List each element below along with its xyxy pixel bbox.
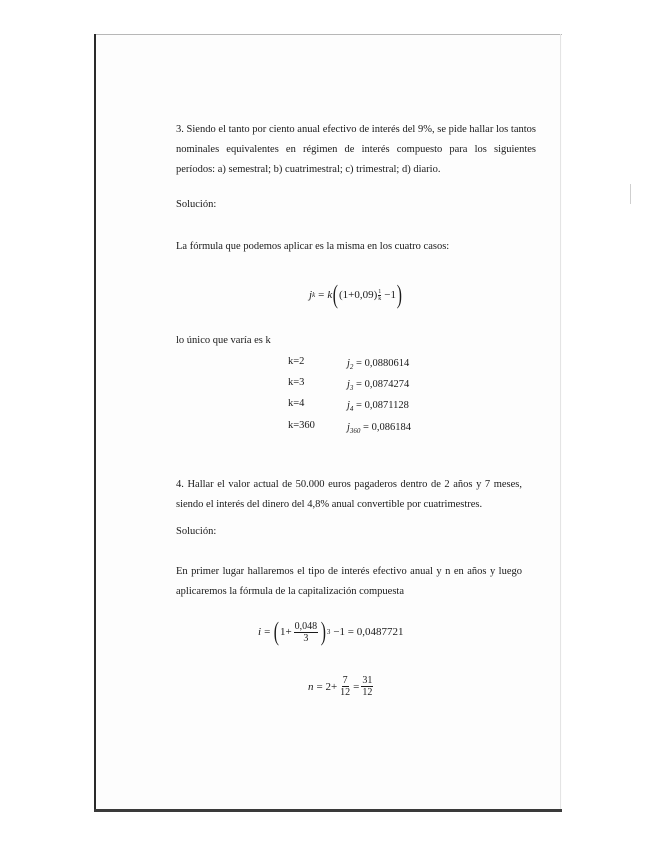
row-value: = 0,0871128 [356, 400, 409, 411]
formula-n-lhs: n [308, 680, 314, 693]
page-top-edge [94, 34, 562, 35]
formula-lhs-var: j [309, 289, 313, 301]
scan-artifact-mark [630, 184, 631, 204]
row-k-label: k=2 [288, 356, 305, 367]
formula-i-exp: 3 [326, 628, 331, 636]
row-k-label: k=360 [288, 420, 315, 431]
problem4-formula-i [258, 619, 404, 645]
formula-lhs-sub: k [312, 291, 316, 299]
problem3-formula [309, 282, 403, 308]
formula-n-fraction1 [339, 675, 351, 698]
result-row-k360-value: $j_{360} = 0,086184$ [347, 422, 411, 435]
row-value: = 0,0874274 [356, 379, 410, 390]
problem4-statement: 4. Hallar el valor actual de 50.000 euros pagaderos dentro de 2 años y 7 meses, siendo el interés del dinero del 4,8% anual convertible por cuatrimestres. [176, 479, 522, 510]
formula-n-den2: 12 [362, 687, 373, 698]
formula-n-num2: 31 [362, 675, 373, 686]
result-row-k3 [288, 377, 304, 388]
row-j-sub: 2 [349, 363, 354, 371]
formula-n-den1: 12 [340, 687, 351, 698]
formula-base: (1+0,09) [338, 289, 378, 301]
row-value: = 0,086184 [363, 422, 411, 433]
formula-n-eq2: = [353, 680, 360, 693]
formula-exponent [378, 289, 381, 302]
row-k-label: k=4 [288, 398, 305, 409]
formula-n-eq: = 2+ [316, 680, 338, 693]
problem4-intro: En primer lugar hallaremos el tipo de interés efectivo anual y n en años y luego aplicaremos la fórmula de la capitalización compuesta [176, 566, 522, 597]
result-row-k3-value: $j_3 = 0,0874274$ [347, 379, 410, 392]
formula-i-lhs: i [258, 626, 262, 638]
problem3-solution-heading: Solución: [176, 199, 217, 210]
formula-open-paren: ( [333, 280, 339, 309]
formula-i-tail: −1 = 0,0487721 [333, 626, 404, 638]
formula-close-paren: ) [396, 280, 402, 309]
result-row-k4 [288, 398, 304, 409]
result-row-k4-value: $j_4 = 0,0871128$ [347, 400, 409, 413]
formula-n-fraction2 [361, 675, 373, 698]
formula-i-one-plus: 1+ [279, 626, 292, 638]
formula-tail: −1 [384, 289, 396, 301]
problem4-solution-heading: Solución: [176, 526, 217, 537]
row-value: = 0,0880614 [356, 358, 410, 369]
formula-i-close-paren: ) [320, 617, 327, 646]
row-k-label: k=3 [288, 377, 305, 388]
formula-exp-den: k [378, 295, 382, 302]
result-row-k2 [288, 356, 304, 367]
page-bottom-edge [94, 809, 562, 812]
row-j-sub: 3 [349, 384, 354, 392]
formula-i-fraction [294, 621, 319, 644]
problem4-formula-n [308, 675, 375, 698]
formula-i-den: 3 [303, 632, 309, 644]
problem3-statement: 3. Siendo el tanto por ciento anual efectivo de interés del 9%, se pide hallar los tantos nominales equivalentes en régimen de interés compuesto para los siguientes períodos: a) semestral; b) cuatrimestral; c) trimestral; d) diario. [176, 124, 536, 175]
result-row-k2-value: $j_2 = 0,0880614$ [347, 358, 410, 371]
problem3-varies-text: lo único que varía es k [176, 335, 271, 346]
formula-coef: k [327, 289, 333, 301]
formula-i-num: 0,048 [294, 620, 318, 632]
result-row-k360 [288, 420, 315, 431]
row-j-sub: 4 [349, 405, 354, 413]
formula-i-eq: = [264, 626, 271, 638]
page-right-edge [560, 34, 561, 812]
formula-eq: = [318, 289, 325, 301]
formula-n-num1: 7 [342, 675, 348, 686]
page-left-edge [94, 34, 96, 812]
row-j-sub: 360 [349, 427, 361, 435]
formula-i-open-paren: ( [274, 617, 280, 646]
formula-exp-num: 1 [378, 288, 382, 295]
problem3-intro: La fórmula que podemos aplicar es la misma en los cuatro casos: [176, 241, 450, 252]
